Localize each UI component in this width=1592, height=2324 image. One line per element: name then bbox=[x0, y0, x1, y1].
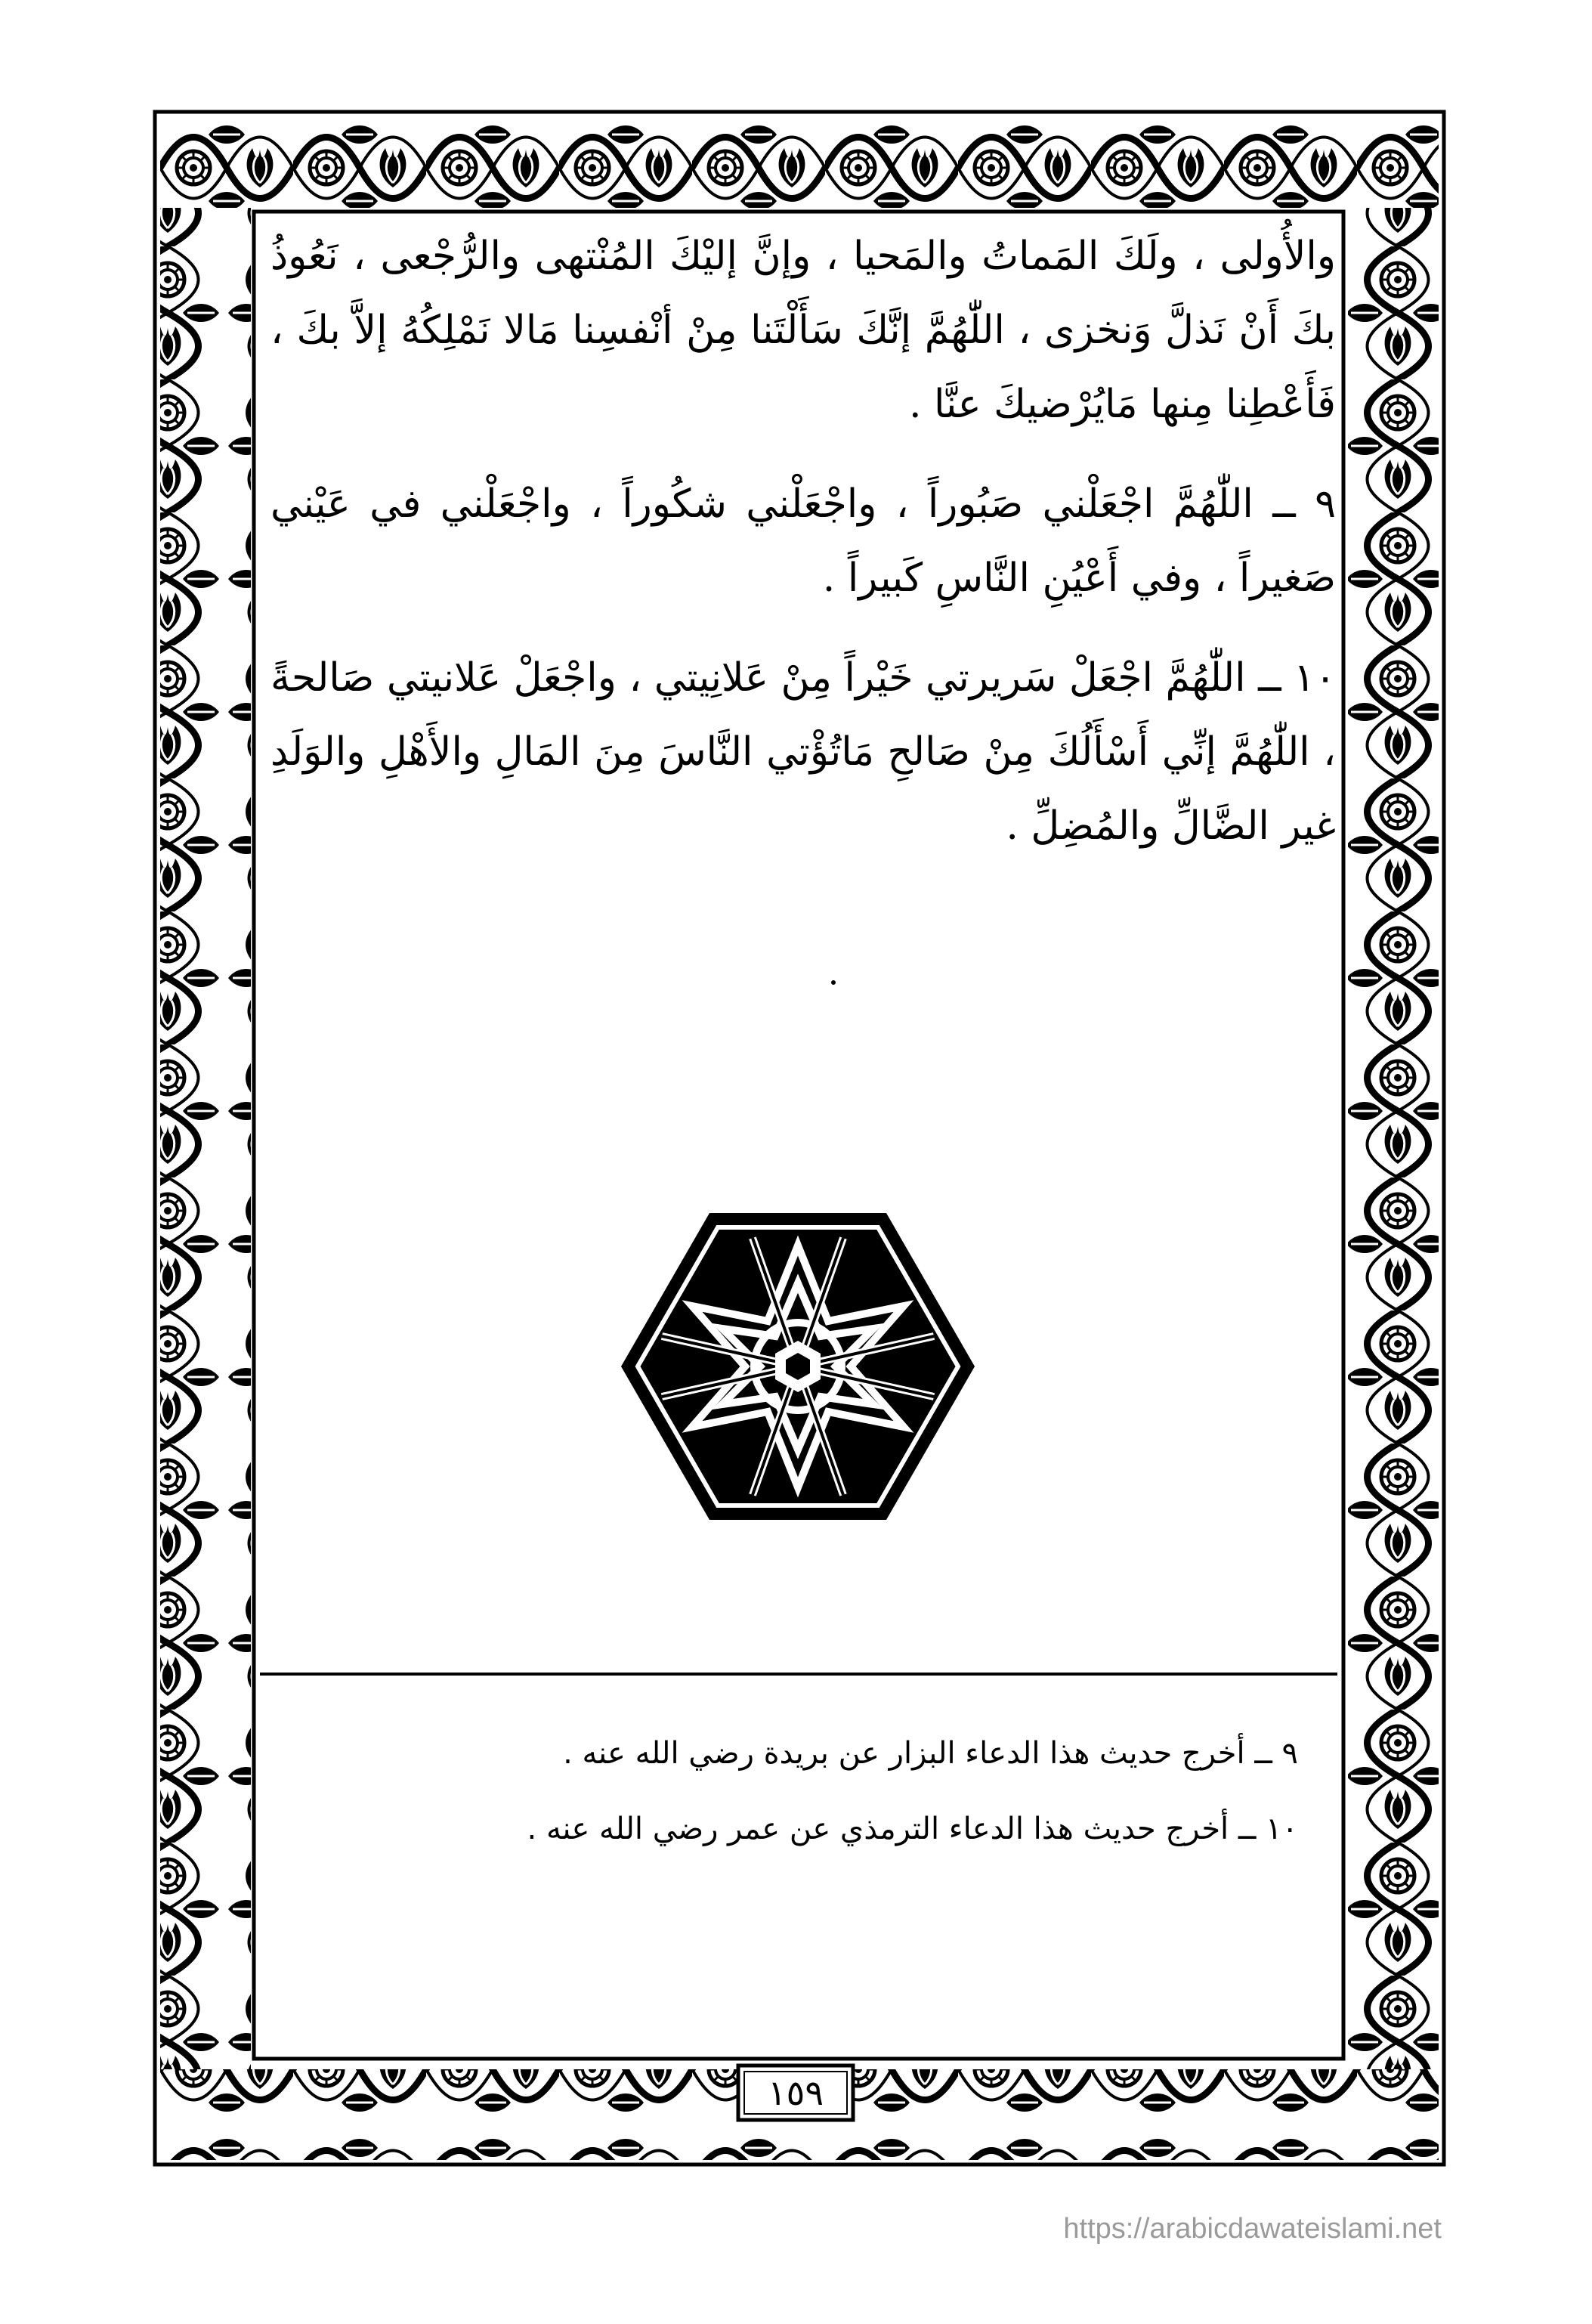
footnotes bbox=[263, 1716, 1343, 2018]
watermark-url: https://arabicdawateislami.net bbox=[1063, 2213, 1442, 2245]
paragraph-continuation: والأُولى ، ولَكَ المَماتُ والمَحيا ، وإنَّ إليْكَ المُنْتهى والرُّجْعى ، نَعُوذُ بكَ أَنْ نَذلَّ وَنخزى ، اللّٰهُمَّ إنَّكَ سَأَلْتَنا مِنْ أنْفسِنا مَالا نَمْلِكُهُ إلاَّ بكَ ، فَأَعْطِنا مِنها مَايُرْضيكَ عنَّا . bbox=[270, 234, 1336, 427]
page-number: ١٥٩ bbox=[767, 2072, 824, 2113]
page-content bbox=[263, 219, 1343, 2022]
paragraph-10: ١٠ ــ اللّٰهُمَّ اجْعَلْ سَريرتي خَيْراً مِنْ عَلانِيتي ، واجْعَلْ عَلانيتي صَالحةً ، اللّٰهُمَّ إنِّي أَسْأَلُكَ مِنْ صَالحِ مَاتُؤْتي النَّاسَ مِنَ المَالِ والأَهْلِ والوَلَدِ غير الضَّالِّ والمُضِلِّ . bbox=[270, 655, 1337, 849]
footnote-9: ٩ ــ أخرج حديث هذا الدعاء البزار عن بريدة رضي الله عنه . bbox=[563, 1736, 1298, 1771]
paragraph-9: ٩ ــ اللّٰهُمَّ اجْعَلْني صَبُوراً ، واجْعَلْني شكُوراً ، واجْعَلْني في عَيْني صَغيراً ، وفي أَعْيُنِ النَّاسِ كَبيراً . bbox=[270, 481, 1336, 601]
main-text bbox=[263, 219, 1343, 1678]
footnote-10: ١٠ ــ أخرج حديث هذا الدعاء الترمذي عن عمر رضي الله عنه . bbox=[527, 1812, 1298, 1846]
